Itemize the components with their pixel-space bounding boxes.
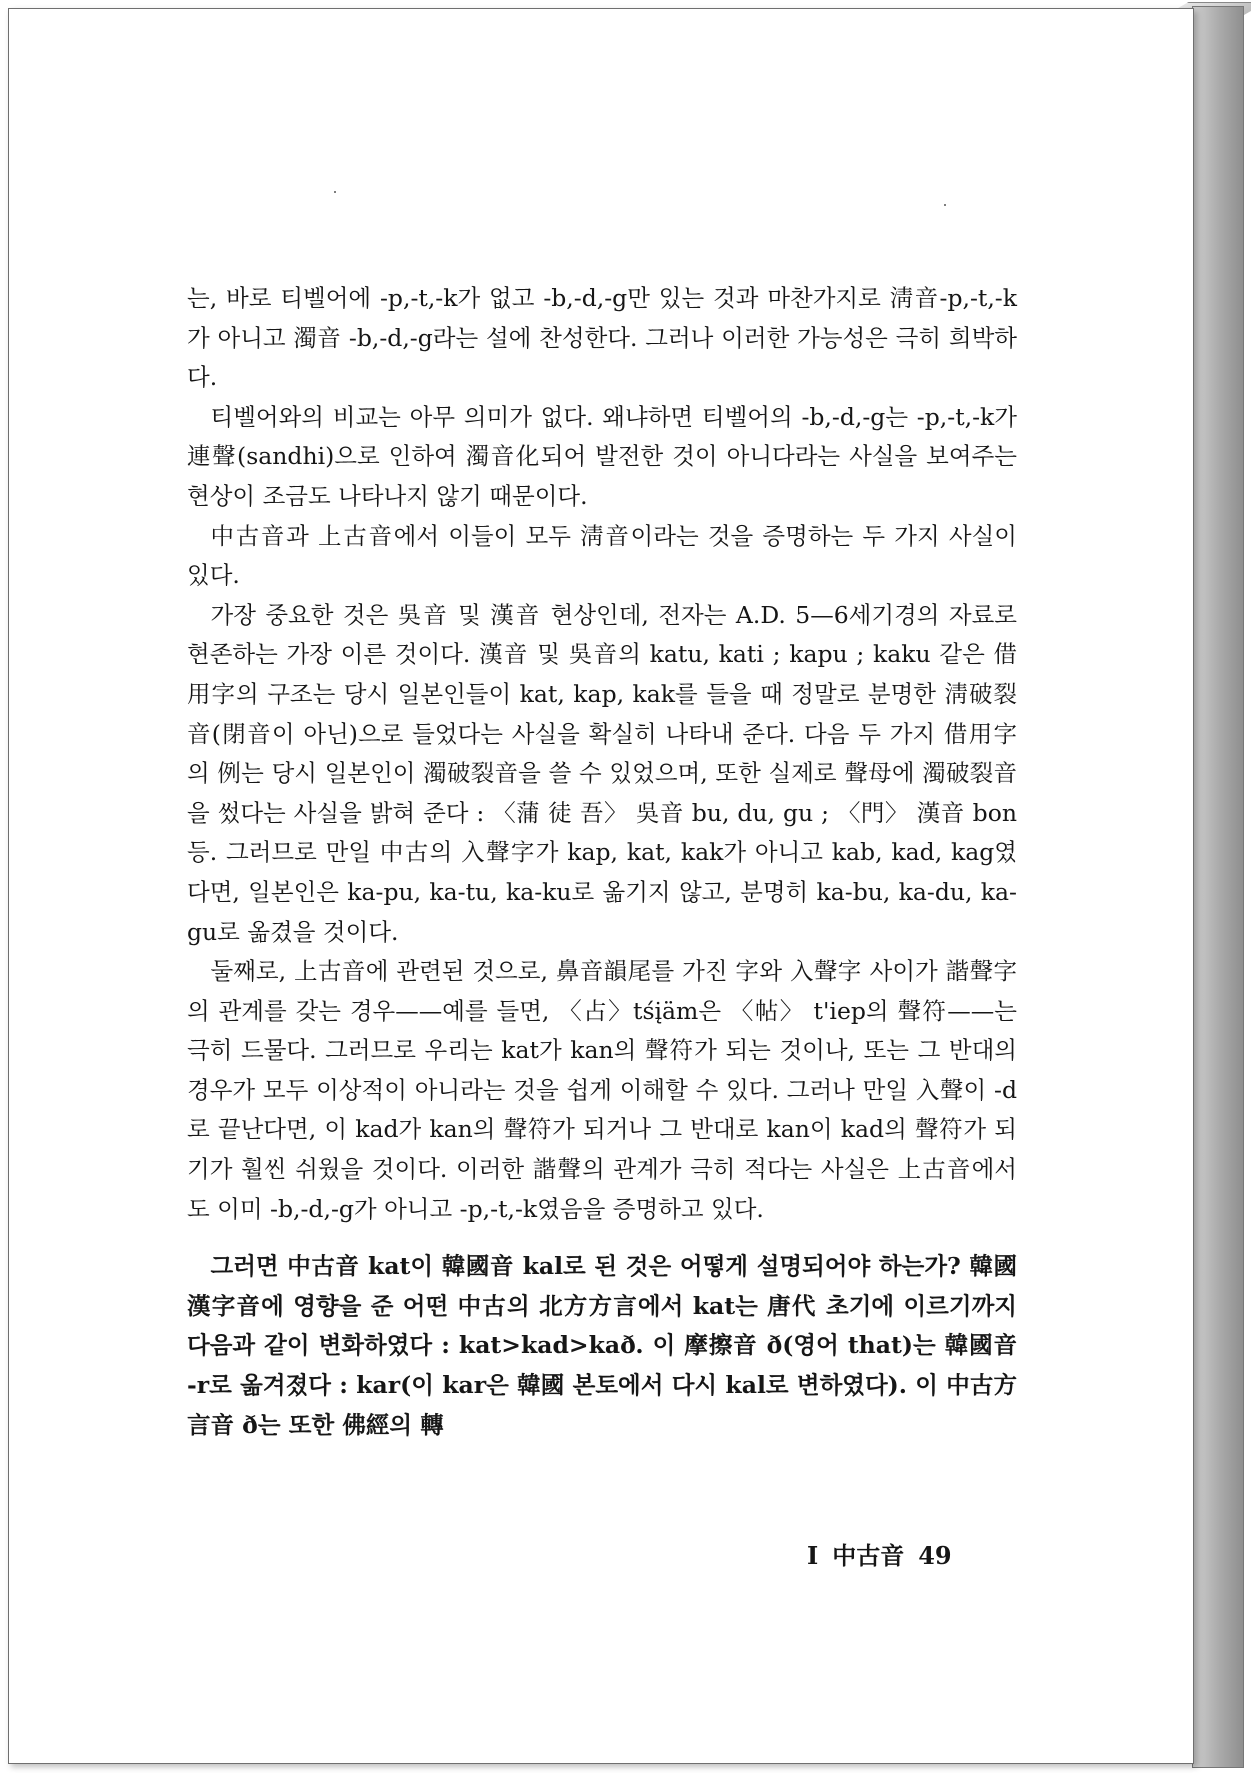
paragraph: 는, 바로 티벨어에 -p,-t,-k가 없고 -b,-d,-g만 있는 것과 마찬가지로 淸音-p,-t,-k가 아니고 濁音 -b,-d,-g라는 설에 찬성한다. 그러나 이러한 가능성은 극히 희박하다. (187, 284, 1017, 392)
scan-speck (944, 204, 946, 206)
book-page (8, 8, 1194, 1764)
footer-section: I (807, 1541, 819, 1570)
page-number: 49 (918, 1541, 952, 1570)
book-side-edge (1192, 6, 1244, 1768)
paragraph: 티벨어와의 비교는 아무 의미가 없다. 왜냐하면 티벨어의 -b,-d,-g는 -p,-t,-k가 連聲(sandhi)으로 인하여 濁音化되어 발전한 것이 아니다라는 사실을 보여주는 현상이 조금도 나타나지 않기 때문이다. (187, 402, 1017, 510)
footer-title: 中古音 (832, 1541, 905, 1570)
paragraph: 中古音과 上古音에서 이들이 모두 淸音이라는 것을 증명하는 두 가지 사실이 있다. (187, 521, 1017, 590)
paragraph: 그러면 中古音 kat이 韓國音 kal로 된 것은 어떻게 설명되어야 하는가? 韓國漢字音에 영향을 준 어떤 中古의 北方方言에서 kat는 唐代 초기에 이르기까지 다음과 같이 변화하였다 : kat>kad>kað. 이 摩擦音 ð(영어 that)는 韓國音 -r로 옮겨졌다 : kar(이 kar은 韓國 본토에서 다시 kal로 변하였다). 이 中古方言音 ð는 또한 佛經의 轉 (187, 1252, 1017, 1439)
scan-speck (334, 191, 336, 193)
paragraph: 둘째로, 上古音에 관련된 것으로, 鼻音韻尾를 가진 字와 入聲字 사이가 諧聲字의 관계를 갖는 경우——예를 들면, 〈占〉tśįäm은 〈帖〉 t'iep의 聲符——는 극히 드물다. 그러므로 우리는 kat가 kan의 聲符가 되는 것이나, 또는 그 반대의 경우가 모두 이상적이 아니라는 것을 쉽게 이해할 수 있다. 그러나 만일 入聲이 -d로 끝난다면, 이 kad가 kan의 聲符가 되거나 그 반대로 kan이 kad의 聲符가 되기가 훨씬 쉬웠을 것이다. 이러한 諧聲의 관계가 극히 적다는 사실은 上古音에서도 이미 -b,-d,-g가 아니고 -p,-t,-k였음을 증명하고 있다. (187, 957, 1017, 1223)
body-text (187, 279, 1017, 1445)
running-footer (807, 1536, 966, 1571)
paragraph: 가장 중요한 것은 吳音 및 漢音 현상인데, 전자는 A.D. 5—6세기경의 자료로 현존하는 가장 이른 것이다. 漢音 및 吳音의 katu, kati ; kapu ; kaku 같은 借用字의 구조는 당시 일본인들이 kat, kap, kak를 들을 때 정말로 분명한 淸破裂音(閉音이 아닌)으로 들었다는 사실을 확실히 나타내 준다. 다음 두 가지 借用字의 例는 당시 일본인이 濁破裂音을 쓸 수 있었으며, 또한 실제로 聲母에 濁破裂音을 썼다는 사실을 밝혀 준다 : 〈蒲 徒 吾〉 吳音 bu, du, gu ; 〈門〉 漢音 bon 등. 그러므로 만일 中古의 入聲字가 kap, kat, kak가 아니고 kab, kad, kag였다면, 일본인은 ka-pu, ka-tu, ka-ku로 옮기지 않고, 분명히 ka-bu, ka-du, ka-gu로 옮겼을 것이다. (187, 600, 1017, 946)
